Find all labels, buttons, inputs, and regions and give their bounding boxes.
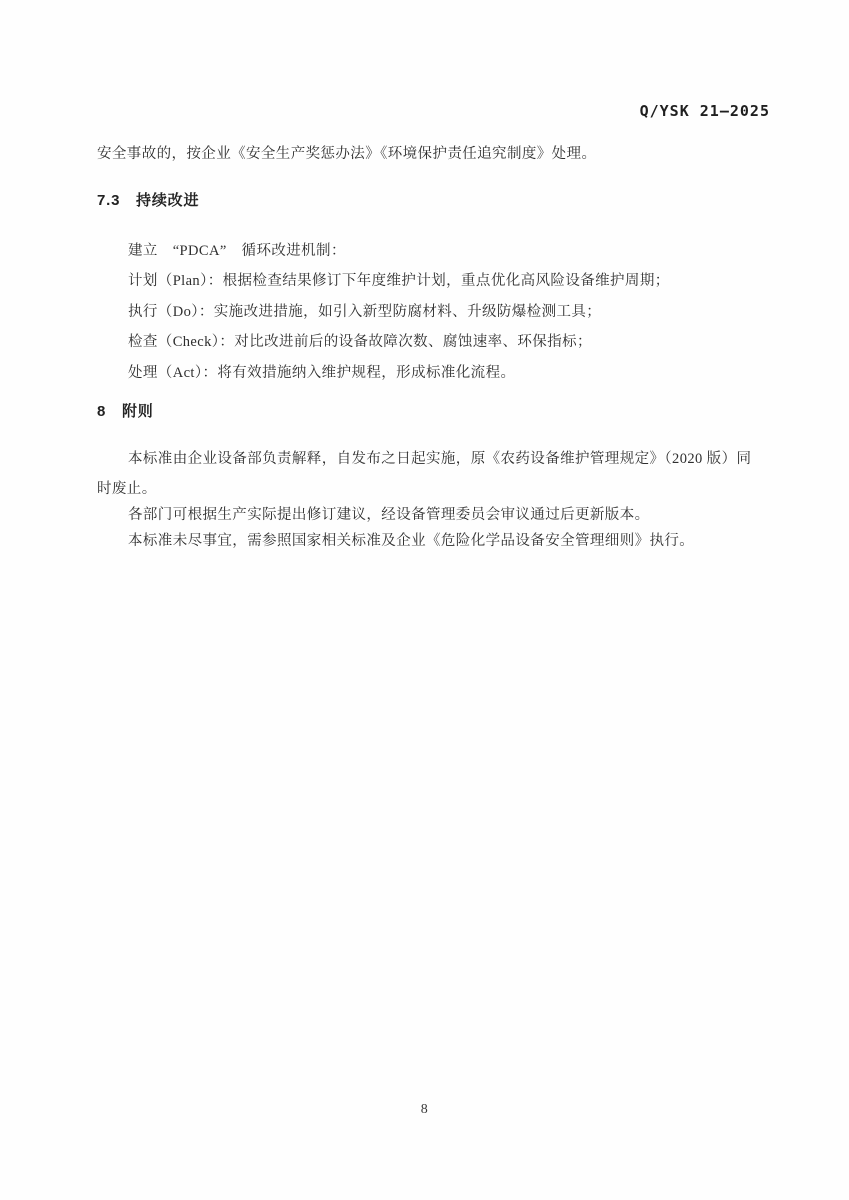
interpretation-paragraph: 本标准由企业设备部负责解释，自发布之日起实施，原《农药设备维护管理规定》（2020 版）同时废止。 (97, 451, 752, 497)
revision-suggestion-line: 各部门可根据生产实际提出修订建议，经设备管理委员会审议通过后更新版本。 (128, 507, 650, 523)
pdca-mechanism-list (97, 236, 817, 388)
fallback-standard-line: 本标准未尽事宜，需参照国家相关标准及企业《危险化学品设备安全管理细则》执行。 (128, 533, 695, 549)
supplementary-notes (97, 502, 797, 554)
pdca-intro-line: 建立 “PDCA” 循环改进机制： (128, 243, 346, 259)
pdca-act-line: 处理（Act）：将有效措施纳入维护规程，形成标准化流程。 (128, 364, 516, 381)
doc-number: Q/YSK 21—2025 (639, 102, 770, 120)
intro-paragraph-continuation: 安全事故的，按企业《安全生产奖惩办法》《环境保护责任追究制度》处理。 (97, 146, 597, 162)
pdca-check-line: 检查（Check）：对比改进前后的设备故障次数、腐蚀速率、环保指标； (128, 334, 592, 351)
pdca-do-line: 执行（Do）：实施改进措施，如引入新型防腐材料、升级防爆检测工具； (128, 303, 602, 320)
section-7-3-heading: 7.3 持续改进 (97, 192, 200, 209)
pdca-plan-line: 计划（Plan）：根据检查结果修订下年度维护计划，重点优化高风险设备维护周期； (128, 273, 670, 290)
section-8-heading: 8 附则 (97, 403, 154, 420)
page-number: 8 (420, 1102, 429, 1117)
